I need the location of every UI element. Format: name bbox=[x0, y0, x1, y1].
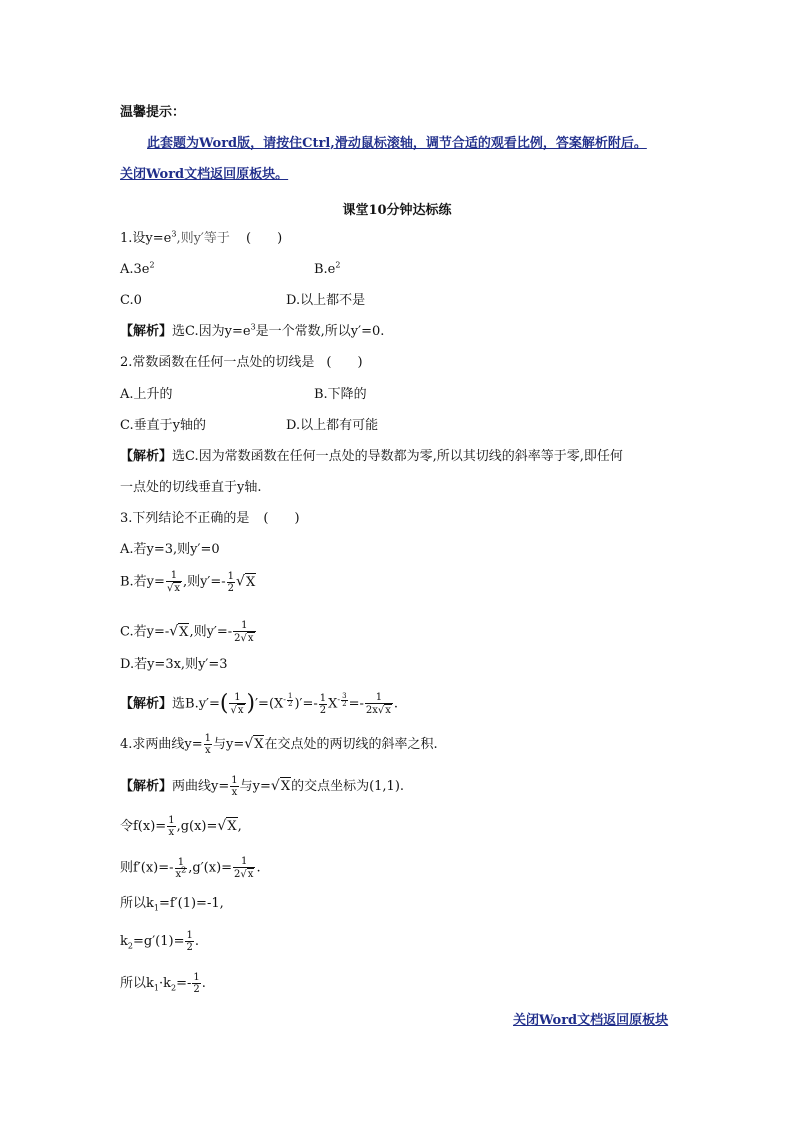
q4-step-product: 所以$k_1\cdot k_2=-$ $\frac{1}{2}$ . bbox=[120, 972, 206, 995]
q3-analysis: 【解析】选B.y′=( $\frac{1}{√x}$ )$'=(X^{- \frac{1}{2}}$ )′=- $\frac{1}{2}$ $X^{- \frac{3}{2}}$ =- $\frac{1}{2x√x}$ . bbox=[120, 691, 399, 716]
q3-option-a: A.若y=3,则y′=0 bbox=[120, 542, 220, 557]
q4-step-k2: $k_2=g'(1)=$ $\frac{1}{2}$ . bbox=[120, 930, 199, 953]
q2-option-b: B.下降的 bbox=[314, 387, 367, 402]
q1-stem: 1.设$y=e^3$,则y′等于 ( ) bbox=[120, 229, 283, 246]
q1-option-b: $B.e^2$ bbox=[314, 260, 341, 277]
q3-option-b: B.若y= $\frac{1}{√x}$ ,则y′=- $\frac{1}{2}$ √X bbox=[120, 570, 256, 594]
tip-notice-line2[interactable]: 关闭Word文档返回原板块。 bbox=[120, 167, 289, 182]
q1-option-d: D.以上都不是 bbox=[286, 293, 366, 308]
q4-analysis: 【解析】两曲线y= $\frac{1}{x}$ 与y=√X的交点坐标为(1,1). bbox=[120, 775, 405, 798]
close-return-link[interactable]: 关闭Word文档返回原板块 bbox=[513, 1013, 669, 1028]
q2-analysis-line2: 一点处的切线垂直于y轴. bbox=[120, 480, 262, 495]
q4-step-define: 令f(x)= $\frac{1}{x}$ ,g(x)=√X, bbox=[120, 815, 242, 838]
q3-option-c: C.若y=-√X,则y′=- $\frac{1}{2√x}$ bbox=[120, 620, 254, 644]
q1-option-a: $A.3e^2$ bbox=[120, 260, 155, 277]
q1-analysis: 【解析】选C.因为$y=e^3$是一个常数,所以y′=0. bbox=[120, 322, 385, 339]
q2-option-a: A.上升的 bbox=[120, 387, 173, 402]
tip-notice-line1[interactable]: 此套题为Word版，请按住Ctrl,滑动鼠标滚轴，调节合适的观看比例，答案解析附后。 bbox=[147, 136, 647, 151]
tip-title: 温馨提示： bbox=[120, 105, 186, 120]
q2-stem: 2.常数函数在任何一点处的切线是 ( ) bbox=[120, 355, 363, 370]
q2-analysis-line1: 【解析】选C.因为常数函数在任何一点处的导数都为零,所以其切线的斜率等于零,即任何 bbox=[120, 449, 623, 464]
q3-option-d: D.若y=3x,则y′=3 bbox=[120, 657, 228, 672]
q4-step-derivative: 则f′(x)=- $\frac{1}{x^2}$ ,g′(x)= $\frac{1}{2√x}$ . bbox=[120, 856, 261, 880]
q4-stem: 4.求两曲线y= $\frac{1}{x}$ 与y=√X在交点处的两切线的斜率之积. bbox=[120, 733, 438, 756]
q2-option-d: D.以上都有可能 bbox=[286, 418, 379, 433]
q1-option-c: C.0 bbox=[120, 293, 142, 308]
q4-step-k1: 所以$k_1=f'(1)=-1$, bbox=[120, 896, 224, 913]
section-heading: 课堂10分钟达标练 bbox=[342, 203, 452, 218]
q2-option-c: C.垂直于y轴的 bbox=[120, 418, 206, 433]
q3-stem: 3.下列结论不正确的是 ( ) bbox=[120, 511, 300, 526]
